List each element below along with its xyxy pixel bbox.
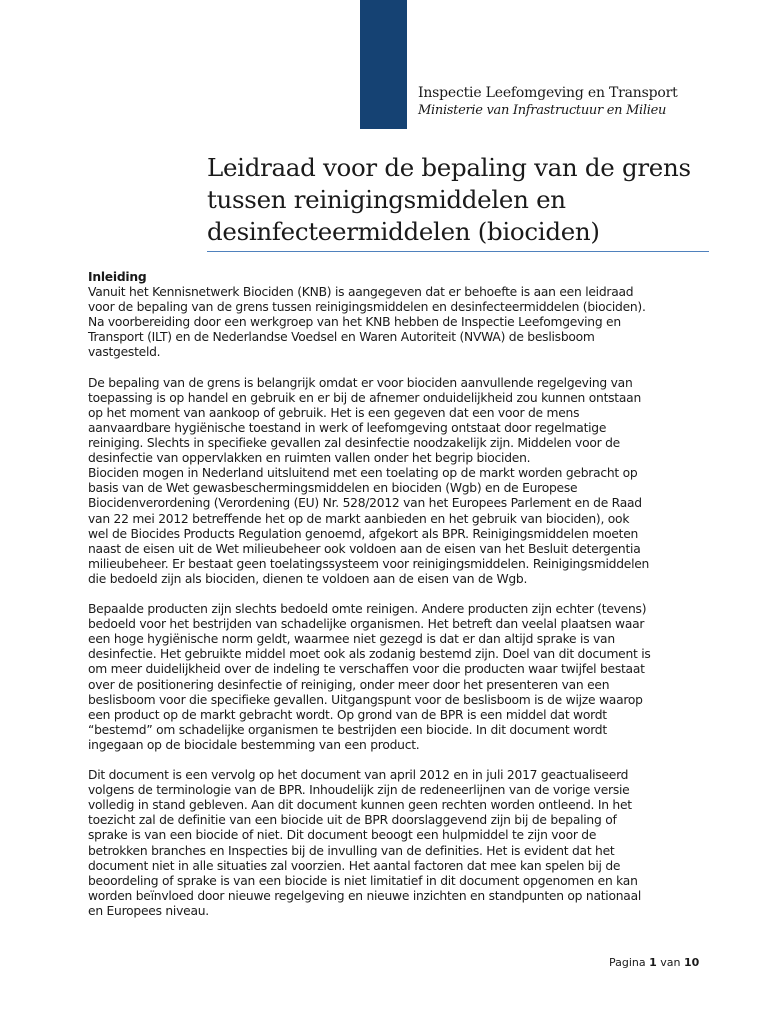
paragraph-line: beoordeling of sprake is van een biocide is niet limitatief in dit document opgenomen en kan bbox=[88, 873, 638, 888]
page-label: Pagina bbox=[609, 956, 646, 969]
paragraph-gap bbox=[88, 753, 708, 768]
paragraph-line: sprake is van een biocide of niet. Dit document beoogt een hulpmiddel te zijn voor de bbox=[88, 828, 597, 843]
organization-block bbox=[418, 84, 678, 119]
paragraph bbox=[88, 602, 708, 753]
paragraph-line: wel de Biocides Products Regulation genoemd, afgekort als BPR. Reinigingsmiddelen moeten bbox=[88, 526, 639, 541]
paragraph-line: Biociden mogen in Nederland uitsluitend met een toelating op de markt worden gebracht op bbox=[88, 466, 638, 481]
paragraph-line: een product op de markt gebracht wordt. Op grond van de BPR is een middel dat wordt bbox=[88, 707, 607, 722]
paragraph-line: De bepaling van de grens is belangrijk omdat er voor biociden aanvullende regelgeving van bbox=[88, 375, 633, 390]
title-line: Leidraad voor de bepaling van de grens bbox=[207, 153, 691, 182]
paragraph-gap bbox=[88, 587, 708, 602]
paragraph-line: naast de eisen uit de Wet milieubeheer ook voldoen aan de eisen van het Besluit detergentia bbox=[88, 541, 641, 556]
paragraph-line: Na voorbereiding door een werkgroep van het KNB hebben de Inspectie Leefomgeving en bbox=[88, 315, 621, 330]
paragraph-line: Transport (ILT) en de Nederlandse Voedsel en Waren Autoriteit (NVWA) de beslisboom bbox=[88, 330, 595, 345]
paragraph bbox=[88, 376, 708, 587]
paragraph-line: desinfectie van oppervlakken en ruimten vallen onder het begrip biociden. bbox=[88, 451, 531, 466]
paragraph bbox=[88, 768, 708, 919]
paragraph-line: vastgesteld. bbox=[88, 345, 161, 360]
logo-ribbon bbox=[360, 0, 407, 129]
title-line: desinfecteermiddelen (biociden) bbox=[207, 217, 600, 246]
paragraph-line: milieubeheer. Er bestaat geen toelatingssysteem voor reinigingsmiddelen. Reinigingsmiddelen bbox=[88, 556, 650, 571]
document-title bbox=[207, 152, 709, 248]
paragraph-line: volledig in stand gebleven. Aan dit document kunnen geen rechten worden ontleend. In het bbox=[88, 798, 632, 813]
paragraph-line: bedoeld voor het bestrijden van schadelijke organismen. Het betreft dan veelal plaatsen waar bbox=[88, 617, 645, 632]
paragraph-line: toepassing is op handel en gebruik en er bij de afnemer onduidelijkheid zou kunnen ontstaan bbox=[88, 390, 641, 405]
paragraph-line: en Europees niveau. bbox=[88, 903, 209, 918]
paragraph-line: reiniging. Slechts in specifieke gevallen zal desinfectie noodzakelijk zijn. Middelen voor de bbox=[88, 436, 620, 451]
paragraph-line: betrokken branches en Inspecties bij de invulling van de definities. Het is evident dat het bbox=[88, 843, 615, 858]
page-separator: van bbox=[660, 956, 681, 969]
paragraph-line: op het moment van aankoop of gebruik. Het is een gegeven dat een voor de mens bbox=[88, 405, 580, 420]
paragraph-line: basis van de Wet gewasbeschermingsmiddelen en biociden (Wgb) en de Europese bbox=[88, 481, 578, 496]
paragraph-line: beslisboom voor die specifieke gevallen. Uitgangspunt voor de beslisboom is de wijze waarop bbox=[88, 692, 643, 707]
paragraph-line: Bepaalde producten zijn slechts bedoeld omte reinigen. Andere producten zijn echter (tevens) bbox=[88, 602, 647, 617]
paragraph-line: over de positionering desinfectie of reiniging, onder meer door het presenteren van een bbox=[88, 677, 610, 692]
paragraphs bbox=[88, 285, 708, 919]
paragraph-gap bbox=[88, 361, 708, 376]
title-divider bbox=[207, 251, 709, 252]
paragraph-line: Vanuit het Kennisnetwerk Biociden (KNB) is aangegeven dat er behoefte is aan een leidraad bbox=[88, 285, 634, 300]
coat-of-arms-icon bbox=[722, 84, 766, 120]
paragraph-line: om meer duidelijkheid over de indeling te verschaffen voor die producten waar twijfel bestaat bbox=[88, 662, 645, 677]
paragraph-line: toezicht zal de definitie van een biocide uit de BPR doorslaggevend zijn bij de bepaling of bbox=[88, 813, 617, 828]
organization-name: Inspectie Leefomgeving en Transport bbox=[418, 85, 678, 101]
current-page: 1 bbox=[649, 956, 657, 969]
paragraph-line: van 22 mei 2012 betreffende het op de markt aanbieden en het gebruik van biociden), ook bbox=[88, 511, 630, 526]
ministry-name: Ministerie van Infrastructuur en Milieu bbox=[418, 103, 667, 118]
paragraph-line: die bedoeld zijn als biociden, dienen te voldoen aan de eisen van de Wgb. bbox=[88, 571, 528, 586]
total-pages: 10 bbox=[684, 956, 700, 969]
paragraph-line: “bestemd” om schadelijke organismen te bestrijden een biocide. In dit document wordt bbox=[88, 722, 607, 737]
document-body bbox=[88, 270, 708, 919]
paragraph-line: Biocidenverordening (Verordening (EU) Nr. 528/2012 van het Europees Parlement en de Raad bbox=[88, 496, 642, 511]
paragraph-line: volgens de terminologie van de BPR. Inhoudelijk zijn de redeneerlijnen van de vorige versie bbox=[88, 783, 630, 798]
paragraph-line: voor de bepaling van de grens tussen reinigingsmiddelen en desinfecteermiddelen (biociden). bbox=[88, 300, 646, 315]
paragraph-line: desinfectie. Het gebruikte middel moet ook als zodanig bestemd zijn. Doel van dit document is bbox=[88, 647, 651, 662]
paragraph-line: worden beïnvloed door nieuwe regelgeving en nieuwe inzichten en standpunten op nationaal bbox=[88, 888, 642, 903]
title-line: tussen reinigingsmiddelen en bbox=[207, 185, 566, 214]
paragraph-line: ingegaan op de biocidale bestemming van een product. bbox=[88, 737, 420, 752]
section-heading: Inleiding bbox=[88, 270, 147, 284]
paragraph-line: document niet in alle situaties zal voorzien. Het aantal factoren dat mee kan spelen bij de bbox=[88, 858, 621, 873]
paragraph-line: een hoge hygiënische norm geldt, waarmee niet gezegd is dat er dan altijd sprake is van bbox=[88, 632, 615, 647]
paragraph-line: aanvaardbare hygiënische toestand in werk of leefomgeving ontstaat door regelmatige bbox=[88, 420, 607, 435]
page-number bbox=[609, 956, 699, 969]
paragraph-line: Dit document is een vervolg op het document van april 2012 en in juli 2017 geactualiseerd bbox=[88, 768, 629, 783]
paragraph bbox=[88, 285, 708, 360]
